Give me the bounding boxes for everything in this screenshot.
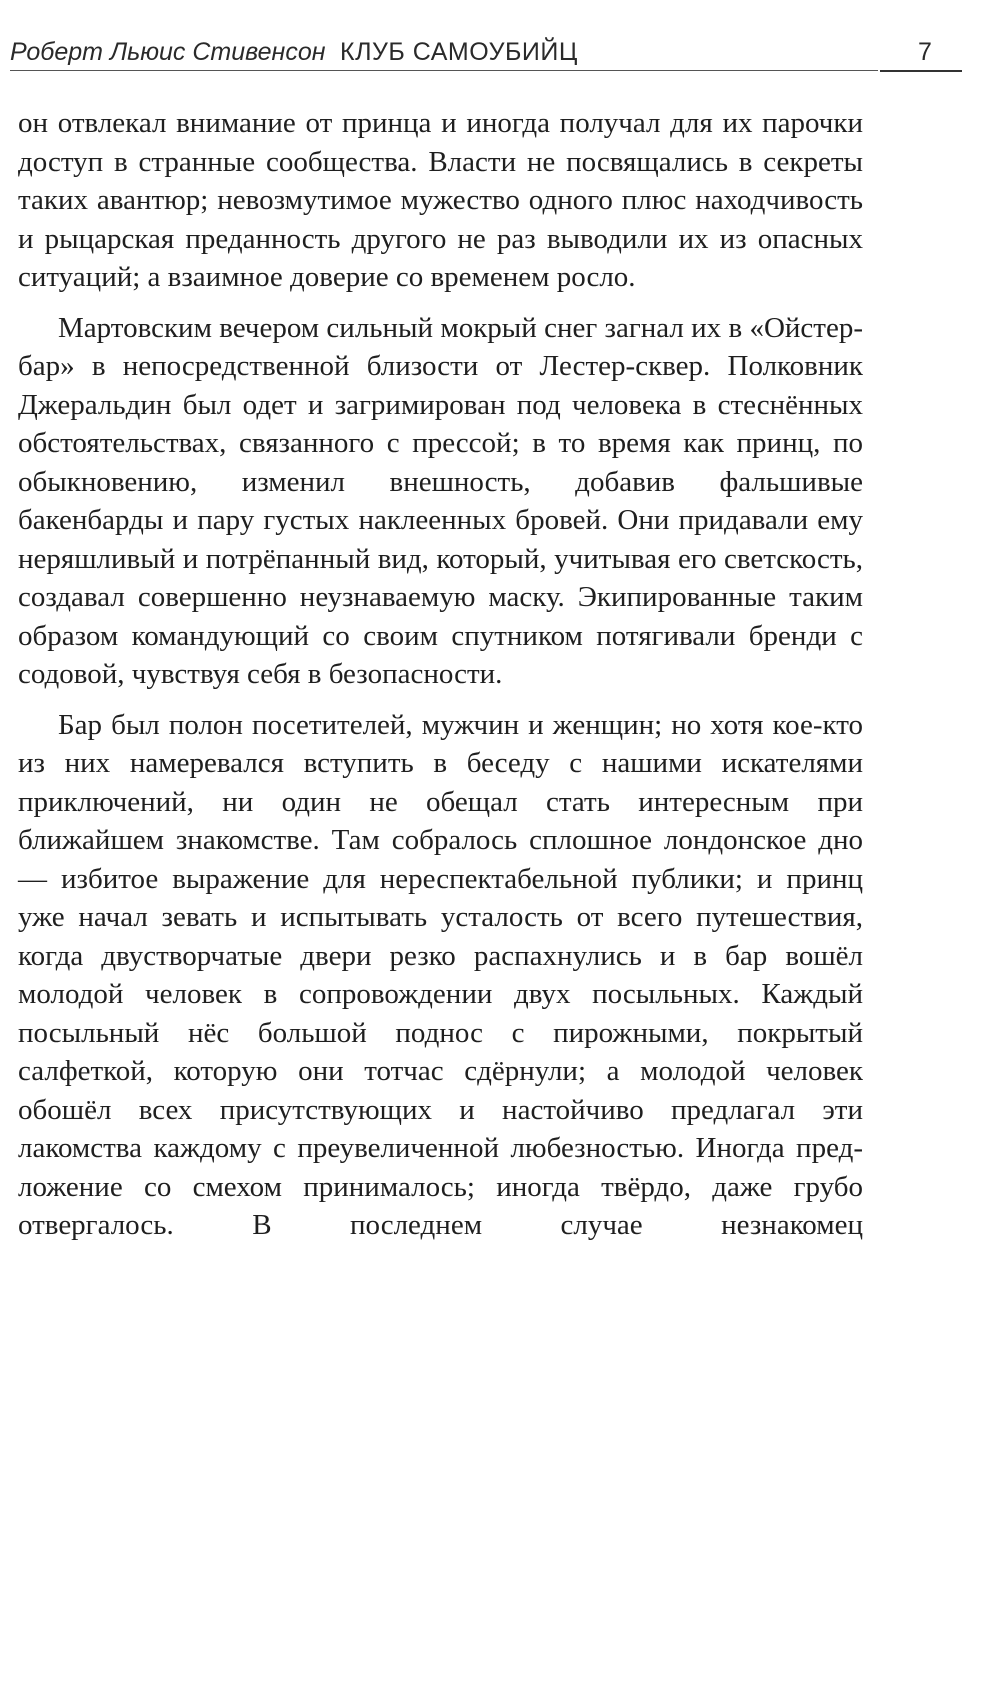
paragraph-1: он отвлекал внимание от принца и иногда получал для их парочки доступ в странные сообщества. Власти не посвящались в секреты таких авантюр; невозмутимое мужество одного плюс находчивость и рыцарская преданность другого не раз выводили их из опасных ситуаций; а взаимное доверие со временем росло. xyxy=(18,107,863,293)
page-number: 7 xyxy=(918,38,932,66)
running-header xyxy=(10,38,960,72)
header-rule xyxy=(10,70,878,71)
header-author: Роберт Льюис Стивенсон xyxy=(10,38,326,66)
paragraph-2: Мартовским вечером сильный мокрый снег загнал их в «Ойстер-бар» в непосредственной близости от Лестер-сквер. Полковник Джеральдин был одет и загримирован под человека в стеснённых обстоятельствах, связанного с прессой; в то время как принц, по обыкновению, изменил внешность, добавив фальшивые бакенбарды и пару густых наклеенных бровей. Они придавали ему неряшливый и потрёпанный вид, который, учитывая его светскость, создавал совершенно неузнаваемую маску. Экипированные таким образом командующий со своим спутником потягивали бренди с содовой, чувствуя себя в безопасности. xyxy=(18,311,863,690)
paragraph-3: Бар был полон посетителей, мужчин и женщин; но хотя кое-кто из них намеревался вступить в беседу с нашими искателями приключений, ни один не обещал стать интересным при ближайшем знакомстве. Там собралось сплошное лондонское дно — избитое выражение для нереспектабельной публики; и принц уже начал зевать и испытывать усталость от всего путешествия, когда двустворчатые двери резко распахнулись и в бар вошёл молодой человек в сопровождении двух посыльных. Каждый посыльный нёс большой поднос с пирожными, покрытый салфеткой, которую они тотчас сдёрнули; а молодой человек обошёл всех присутствующих и настойчиво предлагал эти лакомства каждому с преувеличенной любезностью. Иногда предложение со смехом принималось; иногда твёрдо, даже грубо отвергалось. В последнем случае незнакомец xyxy=(18,708,863,1241)
page-body xyxy=(18,104,863,1257)
page-number-underline xyxy=(880,70,962,72)
header-book-title: КЛУБ САМОУБИЙЦ xyxy=(340,38,578,66)
